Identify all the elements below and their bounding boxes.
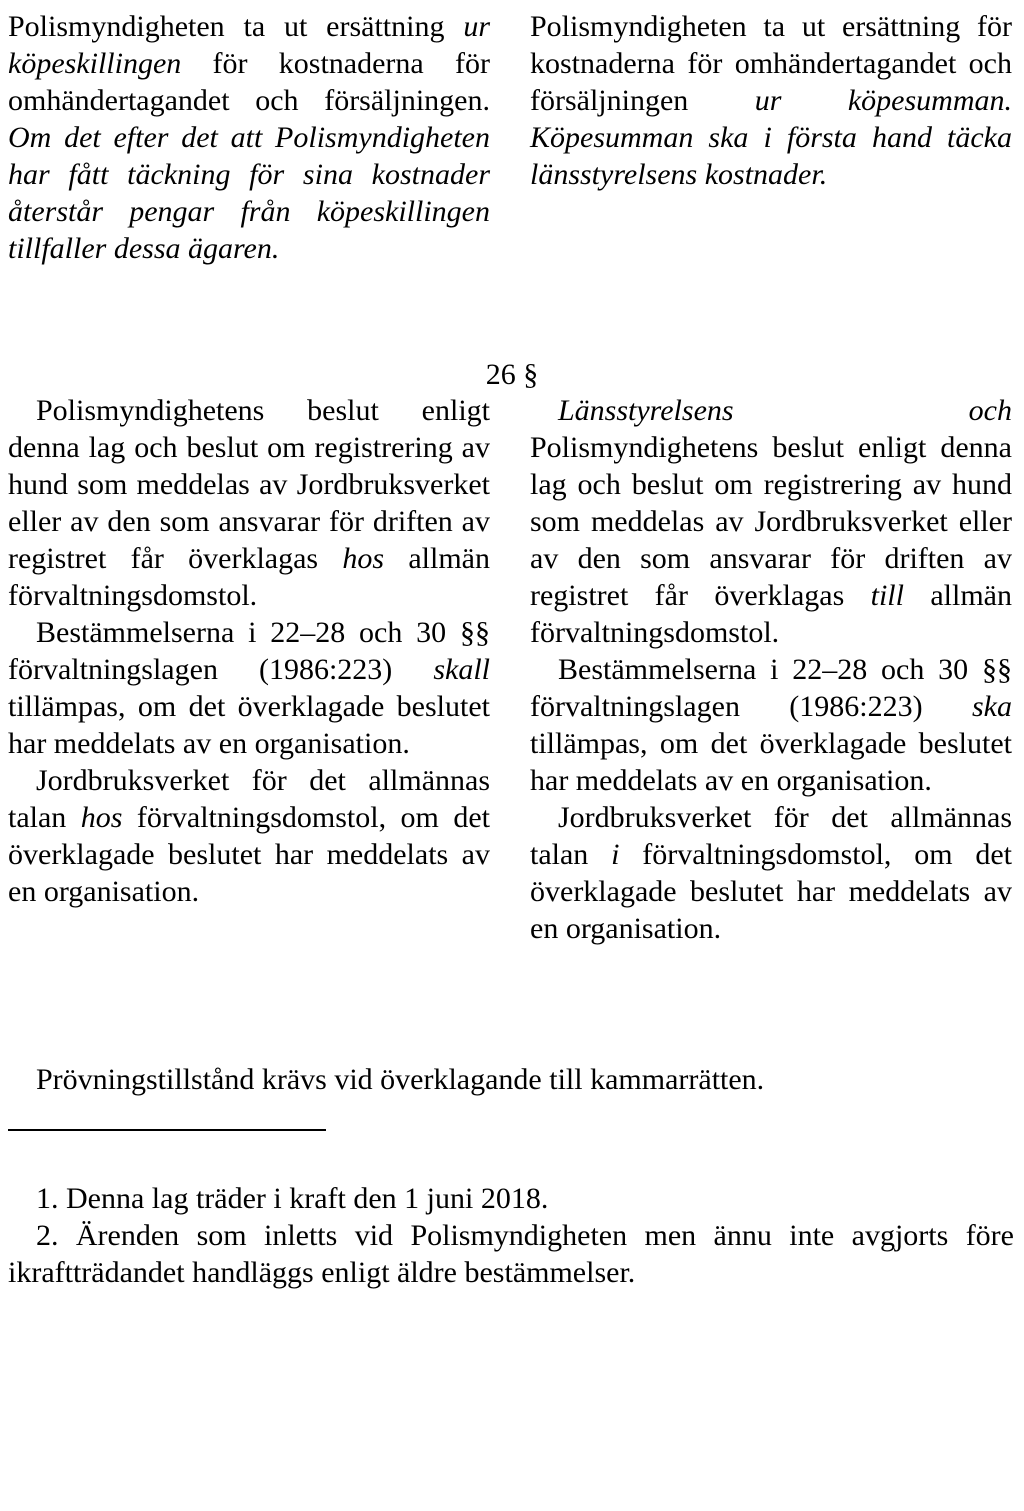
section-heading: 26 §: [485, 358, 539, 391]
changed-text: Om det efter det att Polismyndigheten har fått täckning för sina kostnader återstår pengar från köpeskillingen tillfaller dessa ägaren.: [8, 121, 490, 265]
changed-text: hos: [80, 801, 123, 834]
footnotes: [8, 1180, 1014, 1291]
changed-text: i: [611, 838, 620, 871]
changed-text: ur köpeskillingen: [8, 10, 491, 80]
new-text-paragraph-3: Jordbruksverket för det allmännas talan i förvaltningsdomstol, om det överklagade beslutet har meddelats av en organisation.: [530, 801, 1012, 945]
old-text-paragraph: Polismyndigheten ta ut ersättning ur köpeskillingen för kostnaderna för omhändertagandet och försäljningen. Om det efter det att Polismyndigheten har fått täckning för sina kostnader återstår pengar från köpeskillingen tillfaller dessa ägaren.: [8, 10, 491, 265]
footnote-2: 2. Ärenden som inletts vid Polismyndigheten men ännu inte avgjorts före ikraftträdandet handläggs enligt äldre bestämmelser.: [8, 1219, 1014, 1289]
new-text-column-top: [530, 8, 1012, 193]
old-text-paragraph-1: Polismyndighetens beslut enligt denna lag och beslut om registrering av hund som meddelas av Jordbruksverket eller av den som ansvarar för driften av registret får överklagas hos allmän förvaltningsdomstol.: [8, 394, 490, 612]
old-text-column-top: [8, 8, 490, 267]
changed-text: ska: [972, 690, 1012, 723]
changed-text: Länsstyrelsens och: [558, 394, 1012, 427]
new-text-column-section: [530, 392, 1012, 947]
new-text-paragraph: Polismyndigheten ta ut ersättning för kostnaderna för omhändertagandet och försäljningen ur köpesumman. Köpesumman ska i första hand täcka länsstyrelsens kostnader.: [530, 10, 1013, 191]
new-text-paragraph-2: Bestämmelserna i 22–28 och 30 §§ förvaltningslagen (1986:223) ska tillämpas, om det överklagade beslutet har meddelats av en organisation.: [530, 653, 1012, 797]
changed-text: ur köpesumman. Köpesumman ska i första hand täcka länsstyrelsens kostnader.: [530, 84, 1013, 191]
changed-text: till: [870, 579, 904, 612]
new-text-paragraph-1: Länsstyrelsens och Polismyndighetens beslut enligt denna lag och beslut om registrering av hund som meddelas av Jordbruksverket eller av den som ansvarar för driften av registret får överklagas till allmän förvaltningsdomstol.: [530, 394, 1012, 649]
changed-text: hos: [342, 542, 385, 575]
old-text-paragraph-3: Jordbruksverket för det allmännas talan hos förvaltningsdomstol, om det överklagade beslutet har meddelats av en organisation.: [8, 764, 490, 908]
shared-paragraph: Prövningstillstånd krävs vid överklagande till kammarrätten.: [36, 1063, 765, 1096]
footnote-1: 1. Denna lag träder i kraft den 1 juni 2018.: [36, 1182, 549, 1215]
old-text-column-section: [8, 392, 490, 910]
changed-text: skall: [433, 653, 490, 686]
old-text-paragraph-2: Bestämmelserna i 22–28 och 30 §§ förvaltningslagen (1986:223) skall tillämpas, om det överklagade beslutet har meddelats av en organisation.: [8, 616, 490, 760]
footnote-separator: [8, 1129, 326, 1131]
